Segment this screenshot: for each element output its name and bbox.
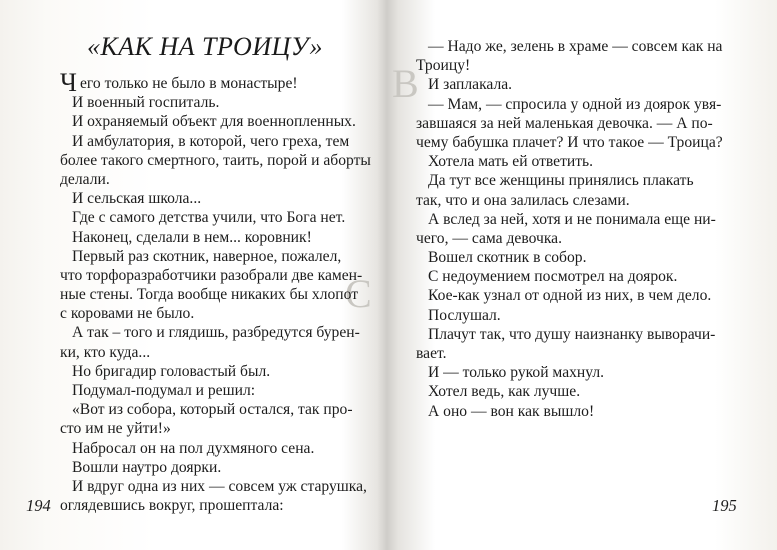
text-line: Набросал он на пол духмяного сена. [72, 439, 315, 457]
text-line: А так – того и глядишь, разбредутся бурен- [72, 324, 360, 342]
left-page [0, 0, 388, 550]
text-line: Первый раз скотник, наверное, пожалел, [72, 247, 342, 265]
text-line: Хотела мать ей ответить. [428, 153, 594, 171]
text-line: И — только рукой махнул. [428, 364, 605, 382]
first-line [60, 68, 365, 97]
text-line: Плачут так, что душу наизнанку выворачи- [428, 325, 716, 343]
text-line: Наконец, сделали в нем... коровник! [72, 228, 312, 246]
text-line: И военный госпиталь. [72, 94, 220, 112]
text-line: более такого смертного, таить, порой и аборты [60, 151, 371, 169]
text-line: ки, кто куда... [60, 343, 151, 361]
text-line: завшаяся за ней маленькая девочка. — А по- [416, 114, 713, 132]
text-line: сто им не уйти!» [60, 420, 171, 438]
text-line: с коровами не было. [60, 305, 195, 323]
right-page-text [416, 37, 740, 421]
text-line: А вслед за ней, хотя и не понимала еще ни- [428, 210, 716, 228]
text-line: оглядевшись вокруг, прошептала: [60, 497, 284, 515]
text-line: Троицу! [416, 57, 471, 75]
text-line: чего, — сама девочка. [416, 229, 562, 247]
text-line: И вдруг одна из них — совсем уж старушка, [72, 477, 367, 495]
text-line: Но бригадир головастый был. [72, 362, 271, 380]
bleed-through-mark: В [392, 61, 419, 106]
text-line: Вошли наутро доярки. [72, 458, 222, 476]
text-line: Да тут все женщины принялись плакать [428, 172, 694, 190]
text-line: что торфоразработчики разобрали две камен- [60, 266, 363, 284]
text-line: ные стены. Тогда вообще никаких бы хлопот [60, 286, 359, 304]
right-page [389, 0, 777, 550]
text-line: Кое-как узнал от одной из них, в чем дело. [428, 287, 712, 305]
text-line: И сельская школа... [72, 190, 202, 208]
text-line: С недоумением посмотрел на доярок. [428, 268, 678, 286]
drop-cap: Ч [60, 68, 77, 97]
bleed-through-mark: С [345, 271, 372, 316]
left-page-text [60, 68, 371, 515]
text-line: так, что и она залилась слезами. [416, 191, 630, 209]
text-line: «Вот из собора, который остался, так про- [72, 401, 353, 419]
text-line: — Надо же, зелень в храме — совсем как на [428, 38, 723, 55]
page-number-left: 194 [26, 496, 51, 515]
text-line: Подумал-подумал и решил: [72, 382, 256, 399]
text-line: И амбулатория, в которой, чего греха, тем [72, 132, 350, 150]
text-line: Хотел ведь, как лучше. [428, 383, 581, 401]
text-line: А оно — вон как вышло! [428, 402, 595, 420]
text-line: Вошел скотник в собор. [428, 249, 587, 267]
text-line: вает. [416, 345, 447, 362]
text-line: Где с самого детства учили, что Бога нет. [72, 209, 346, 227]
text-line: И заплакала. [428, 76, 513, 94]
text-line: Послушал. [428, 306, 501, 324]
text-line: — Мам, — спросила у одной из доярок увя- [428, 95, 722, 113]
chapter-title: «КАК НА ТРОИЦУ» [86, 32, 324, 61]
text-line: делали. [60, 170, 110, 188]
text-line: И охраняемый объект для военнопленных. [72, 113, 356, 131]
page-number-right: 195 [712, 496, 737, 515]
first-line-text: его только не было в монастыре! [80, 75, 298, 92]
text-line: чему бабушка плачет? И что такое — Троица? [416, 133, 723, 151]
